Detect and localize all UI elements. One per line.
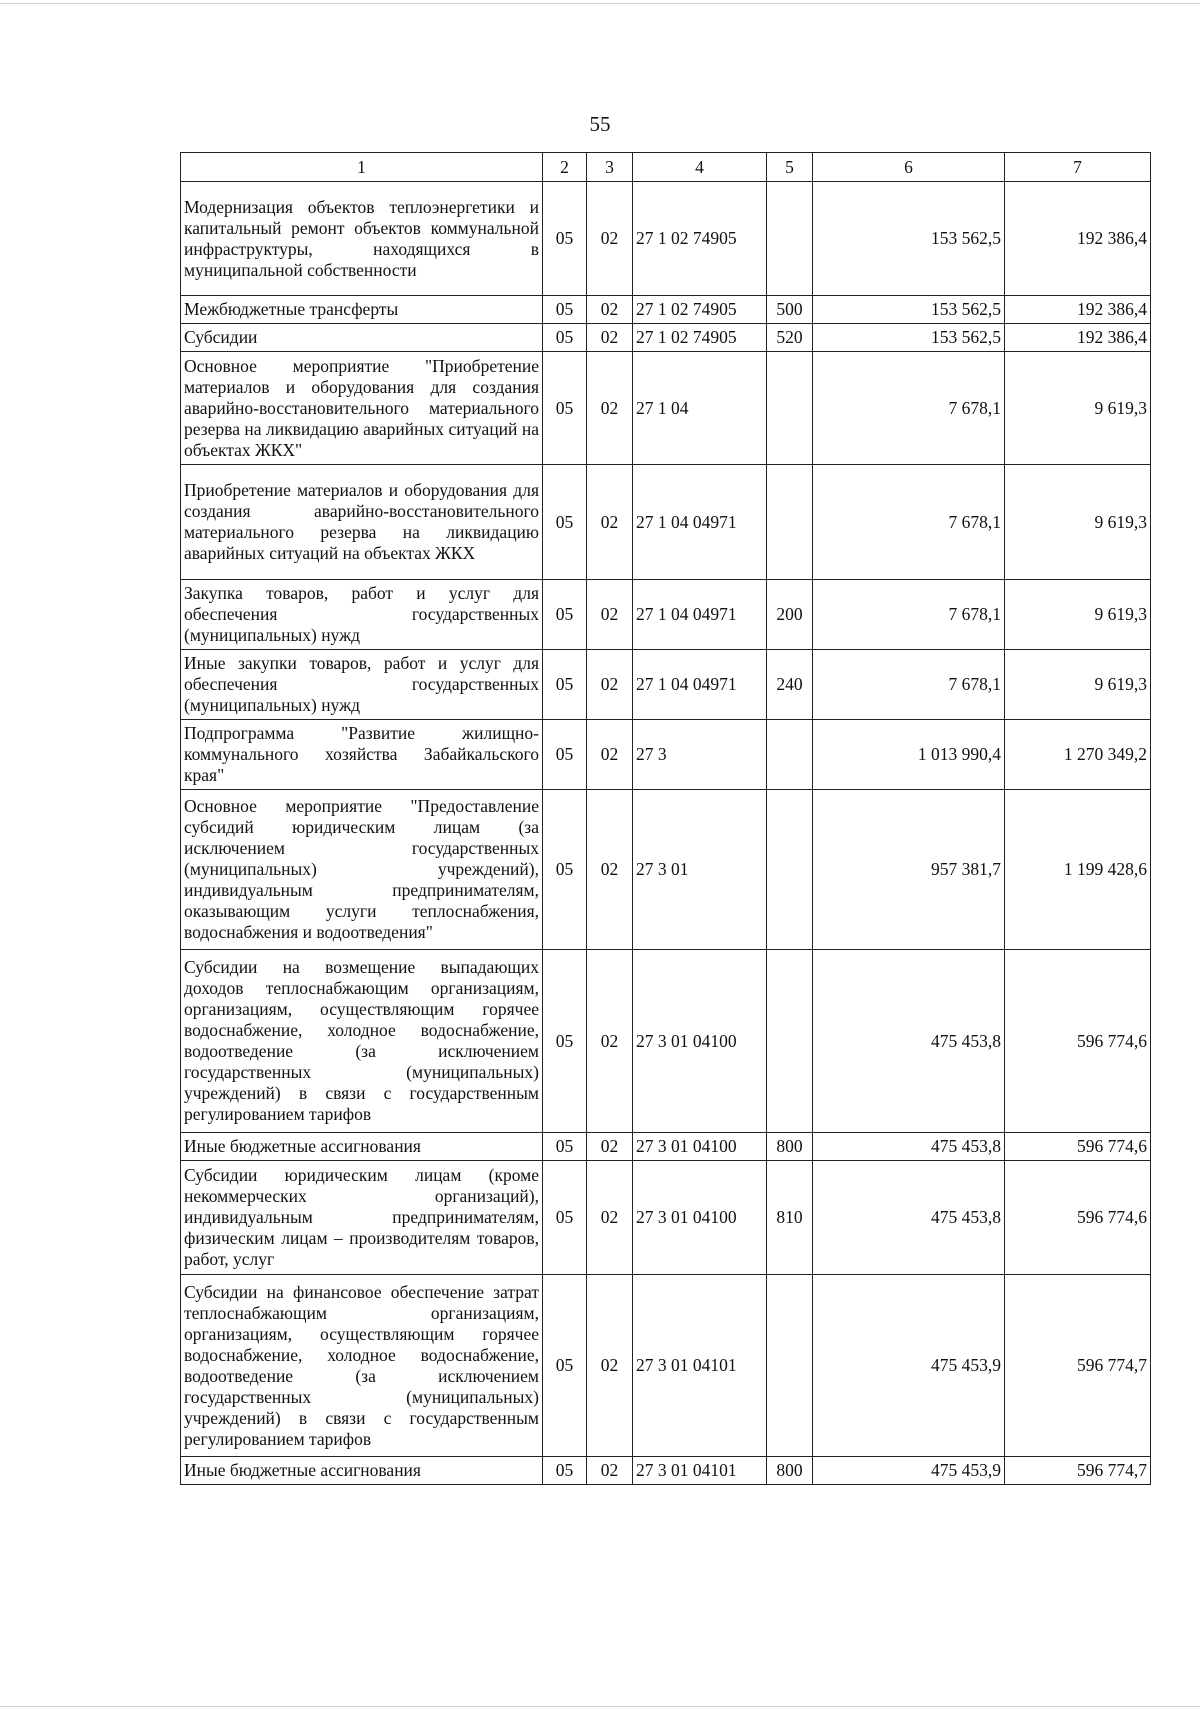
- row-subsection: 02: [587, 296, 633, 324]
- row-name: Подпрограмма "Развитие жилищно-коммунального хозяйства Забайкальского края": [181, 720, 543, 790]
- scan-edge-bottom: [0, 1706, 1200, 1707]
- row-subsection: 02: [587, 1161, 633, 1275]
- table-row: [181, 580, 1151, 650]
- row-amount-year-1: 7 678,1: [813, 352, 1005, 465]
- row-section: 05: [543, 465, 587, 580]
- row-name: Иные бюджетные ассигнования: [181, 1133, 543, 1161]
- row-expense-type: 500: [767, 296, 813, 324]
- header-col-2: 2: [543, 153, 587, 182]
- row-amount-year-1: 153 562,5: [813, 296, 1005, 324]
- row-expense-type: 200: [767, 580, 813, 650]
- row-expense-type: 240: [767, 650, 813, 720]
- row-target-article: 27 3 01 04101: [633, 1457, 767, 1485]
- row-amount-year-2: 596 774,6: [1005, 1161, 1151, 1275]
- row-subsection: 02: [587, 324, 633, 352]
- row-expense-type: [767, 720, 813, 790]
- row-amount-year-1: 7 678,1: [813, 650, 1005, 720]
- row-section: 05: [543, 1275, 587, 1457]
- row-amount-year-2: 192 386,4: [1005, 296, 1151, 324]
- table-row: [181, 790, 1151, 950]
- row-name: Модернизация объектов теплоэнергетики и капитальный ремонт объектов коммунальной инфраструктуры, находящихся в муниципальной собственности: [181, 182, 543, 296]
- row-expense-type: 810: [767, 1161, 813, 1275]
- row-target-article: 27 1 02 74905: [633, 296, 767, 324]
- row-target-article: 27 3 01 04101: [633, 1275, 767, 1457]
- row-section: 05: [543, 720, 587, 790]
- row-subsection: 02: [587, 1457, 633, 1485]
- row-amount-year-2: 596 774,7: [1005, 1457, 1151, 1485]
- row-amount-year-1: 957 381,7: [813, 790, 1005, 950]
- row-amount-year-1: 7 678,1: [813, 465, 1005, 580]
- row-name: Иные бюджетные ассигнования: [181, 1457, 543, 1485]
- table-row: [181, 1161, 1151, 1275]
- table-row: [181, 720, 1151, 790]
- row-section: 05: [543, 1133, 587, 1161]
- row-target-article: 27 3 01 04100: [633, 1161, 767, 1275]
- row-section: 05: [543, 580, 587, 650]
- row-subsection: 02: [587, 1275, 633, 1457]
- row-expense-type: [767, 790, 813, 950]
- row-amount-year-2: 192 386,4: [1005, 324, 1151, 352]
- table-row: [181, 650, 1151, 720]
- row-name: Межбюджетные трансферты: [181, 296, 543, 324]
- row-target-article: 27 1 04: [633, 352, 767, 465]
- row-amount-year-1: 153 562,5: [813, 324, 1005, 352]
- row-expense-type: 520: [767, 324, 813, 352]
- row-expense-type: [767, 465, 813, 580]
- row-amount-year-2: 596 774,7: [1005, 1275, 1151, 1457]
- row-amount-year-1: 475 453,8: [813, 1133, 1005, 1161]
- table-row: [181, 465, 1151, 580]
- row-subsection: 02: [587, 720, 633, 790]
- table-row: [181, 1457, 1151, 1485]
- row-expense-type: [767, 182, 813, 296]
- row-target-article: 27 3 01 04100: [633, 1133, 767, 1161]
- row-expense-type: [767, 1275, 813, 1457]
- table-row: [181, 1133, 1151, 1161]
- row-subsection: 02: [587, 650, 633, 720]
- row-name: Субсидии на финансовое обеспечение затрат теплоснабжающим организациям, организациям, осуществляющим горячее водоснабжение, холодное водоснабжение, водоотведение (за исключением государственных (муниципальных) учреждений) в связи с государственным регулированием тарифов: [181, 1275, 543, 1457]
- row-expense-type: 800: [767, 1457, 813, 1485]
- row-target-article: 27 3: [633, 720, 767, 790]
- row-subsection: 02: [587, 465, 633, 580]
- row-amount-year-1: 1 013 990,4: [813, 720, 1005, 790]
- row-amount-year-2: 596 774,6: [1005, 950, 1151, 1133]
- row-subsection: 02: [587, 352, 633, 465]
- table-row: [181, 182, 1151, 296]
- row-target-article: 27 1 04 04971: [633, 465, 767, 580]
- row-amount-year-2: 9 619,3: [1005, 650, 1151, 720]
- row-name: Иные закупки товаров, работ и услуг для обеспечения государственных (муниципальных) нужд: [181, 650, 543, 720]
- row-amount-year-2: 9 619,3: [1005, 465, 1151, 580]
- row-subsection: 02: [587, 182, 633, 296]
- row-section: 05: [543, 950, 587, 1133]
- row-amount-year-2: 9 619,3: [1005, 352, 1151, 465]
- row-subsection: 02: [587, 950, 633, 1133]
- table-row: [181, 1275, 1151, 1457]
- row-amount-year-1: 153 562,5: [813, 182, 1005, 296]
- row-amount-year-2: 1 199 428,6: [1005, 790, 1151, 950]
- budget-table: [180, 152, 1151, 1485]
- row-amount-year-1: 475 453,9: [813, 1275, 1005, 1457]
- header-col-5: 5: [767, 153, 813, 182]
- row-section: 05: [543, 650, 587, 720]
- row-subsection: 02: [587, 790, 633, 950]
- row-section: 05: [543, 790, 587, 950]
- row-amount-year-1: 7 678,1: [813, 580, 1005, 650]
- row-subsection: 02: [587, 1133, 633, 1161]
- row-amount-year-1: 475 453,9: [813, 1457, 1005, 1485]
- row-section: 05: [543, 1457, 587, 1485]
- row-amount-year-2: 9 619,3: [1005, 580, 1151, 650]
- table-row: [181, 950, 1151, 1133]
- row-expense-type: 800: [767, 1133, 813, 1161]
- row-amount-year-2: 192 386,4: [1005, 182, 1151, 296]
- row-amount-year-2: 1 270 349,2: [1005, 720, 1151, 790]
- row-section: 05: [543, 296, 587, 324]
- row-name: Субсидии на возмещение выпадающих доходов теплоснабжающим организациям, организациям, осуществляющим горячее водоснабжение, холодное водоснабжение, водоотведение (за исключением государственных (муниципальных) учреждений) в связи с государственным регулированием тарифов: [181, 950, 543, 1133]
- header-col-1: 1: [181, 153, 543, 182]
- table-row: [181, 324, 1151, 352]
- row-expense-type: [767, 352, 813, 465]
- header-col-3: 3: [587, 153, 633, 182]
- row-target-article: 27 1 02 74905: [633, 324, 767, 352]
- row-section: 05: [543, 324, 587, 352]
- row-section: 05: [543, 1161, 587, 1275]
- row-subsection: 02: [587, 580, 633, 650]
- row-amount-year-1: 475 453,8: [813, 950, 1005, 1133]
- row-amount-year-2: 596 774,6: [1005, 1133, 1151, 1161]
- row-target-article: 27 3 01: [633, 790, 767, 950]
- header-col-7: 7: [1005, 153, 1151, 182]
- header-col-4: 4: [633, 153, 767, 182]
- row-target-article: 27 1 02 74905: [633, 182, 767, 296]
- header-col-6: 6: [813, 153, 1005, 182]
- row-section: 05: [543, 352, 587, 465]
- row-name: Субсидии: [181, 324, 543, 352]
- row-name: Приобретение материалов и оборудования для создания аварийно-восстановительного материального резерва на ликвидацию аварийных ситуаций на объектах ЖКХ: [181, 465, 543, 580]
- scan-edge-top: [0, 3, 1200, 4]
- row-target-article: 27 1 04 04971: [633, 650, 767, 720]
- table-row: [181, 296, 1151, 324]
- row-name: Основное мероприятие "Приобретение материалов и оборудования для создания аварийно-восстановительного материального резерва на ликвидацию аварийных ситуаций на объектах ЖКХ": [181, 352, 543, 465]
- header-row: [181, 153, 1151, 182]
- row-target-article: 27 1 04 04971: [633, 580, 767, 650]
- table-row: [181, 352, 1151, 465]
- row-name: Субсидии юридическим лицам (кроме некоммерческих организаций), индивидуальным предпринимателям, физическим лицам – производителям товаров, работ, услуг: [181, 1161, 543, 1275]
- row-amount-year-1: 475 453,8: [813, 1161, 1005, 1275]
- row-section: 05: [543, 182, 587, 296]
- row-name: Основное мероприятие "Предоставление субсидий юридическим лицам (за исключением государственных (муниципальных) учреждений), индивидуальным предпринимателям, оказывающим услуги теплоснабжения, водоснабжения и водоотведения": [181, 790, 543, 950]
- row-name: Закупка товаров, работ и услуг для обеспечения государственных (муниципальных) нужд: [181, 580, 543, 650]
- row-target-article: 27 3 01 04100: [633, 950, 767, 1133]
- page-number: 55: [589, 112, 611, 136]
- row-expense-type: [767, 950, 813, 1133]
